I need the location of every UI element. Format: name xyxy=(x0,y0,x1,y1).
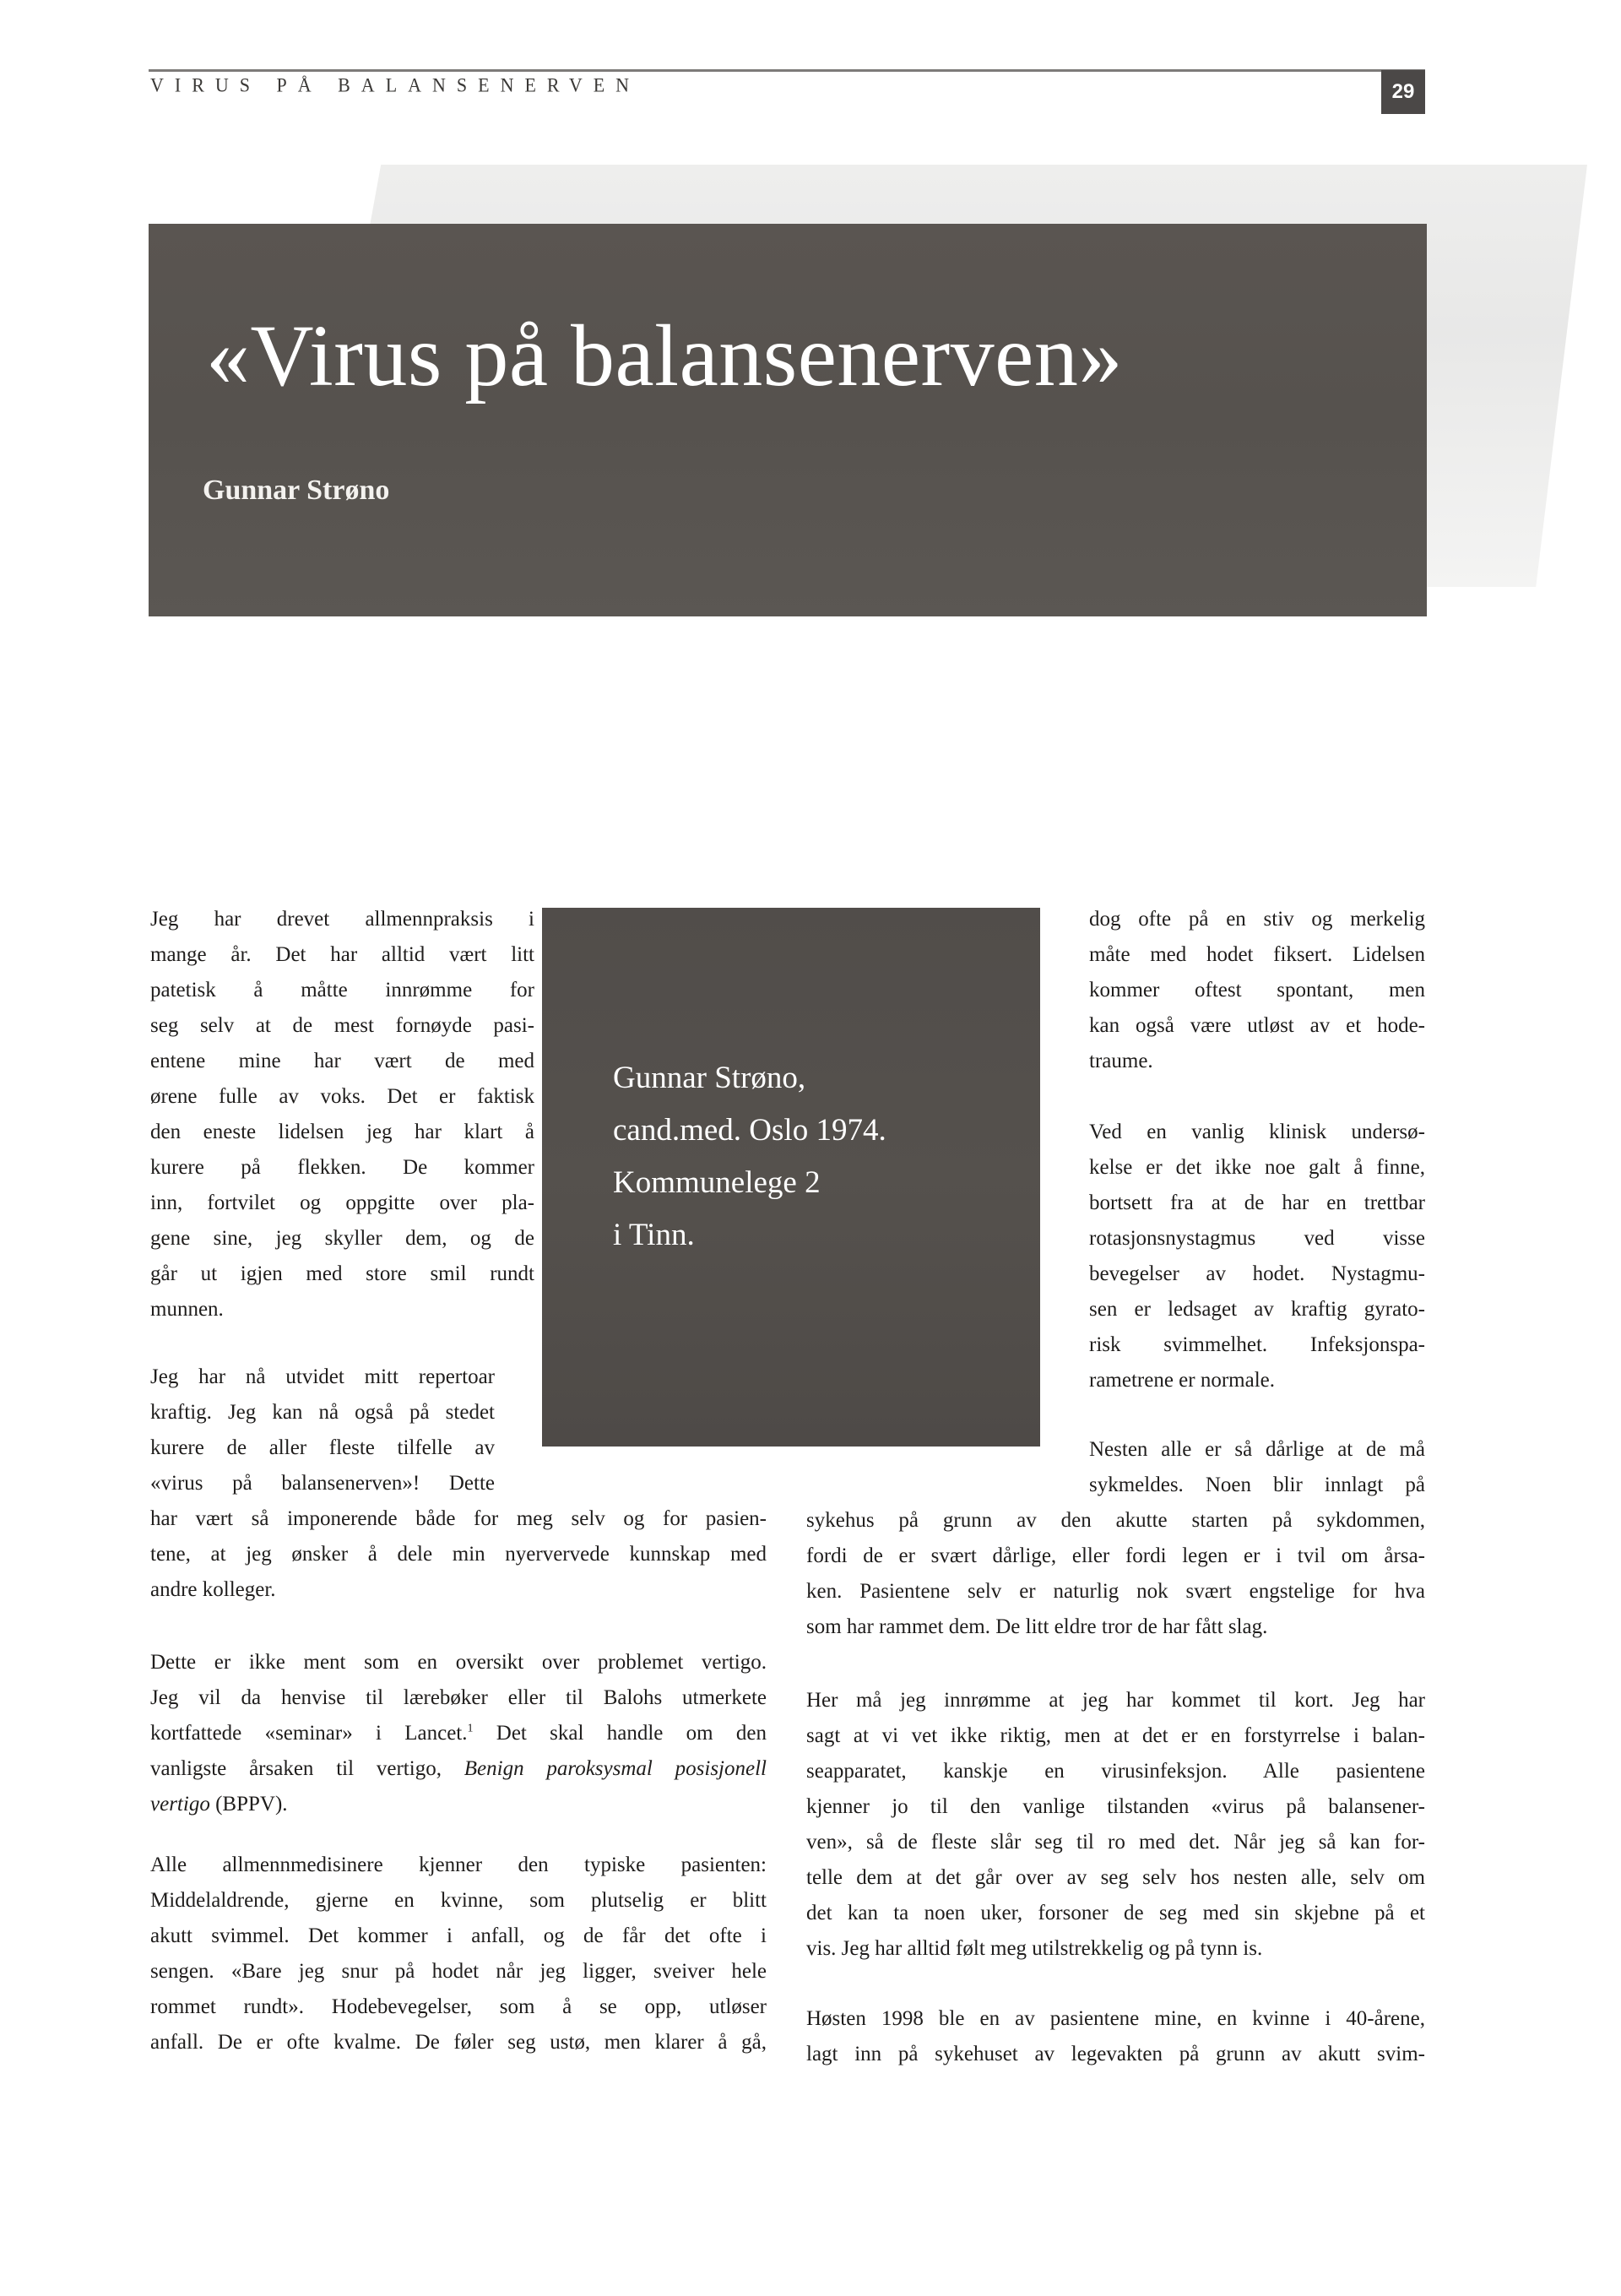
author-bio-text xyxy=(613,1052,886,1262)
bio-line: Gunnar Strøno, xyxy=(613,1061,806,1095)
paragraph-case-1998: Høsten 1998 ble en av pasientene mine, en kvinne i 40-årene, lagt inn på sykehuset av legevakten på grunn av akutt svim- xyxy=(806,2007,1425,2065)
paragraph-repertoire-narrow: Jeg har nå utvidet mitt repertoar kraftig. Jeg kan nå også på stedet kurere de aller fleste tilfelle av «virus på balansenerven»! Dette xyxy=(150,1365,495,1495)
bio-line: Kommunelege 2 xyxy=(613,1165,821,1200)
bio-line: cand.med. Oslo 1974. xyxy=(613,1113,886,1148)
title-banner xyxy=(149,224,1427,616)
paragraph-intro: Jeg har drevet allmennpraksis i mange år. Det har alltid vært litt patetisk å måtte innrømme for seg selv at de mest fornøyde pasi- entene mine har vært de med ørene fulle av voks. Det er faktisk den eneste lidelsen jeg har klart å kurere på flekken. De kommer inn, fortvilet og oppgitte over pla- gene sine, jeg skyller dem, og de går ut igjen med store smil rundt munnen. xyxy=(150,908,534,1321)
paragraph-repertoire-wide: har vært så imponerende både for meg selv og for pasien- tene, at jeg ønsker å dele min nyervervede kunnskap med andre kolleger. xyxy=(150,1507,767,1601)
paragraph-sick-leave-wide: sykehus på grunn av den akutte starten på sykdommen, fordi de er svært dårlige, eller fordi legen er i tvil om årsa- ken. Pasientene selv er naturlig nok svært engstelige for hva som har rammet dem. De litt eldre tror de har fått slag. xyxy=(806,1509,1425,1638)
paragraph-admission: Her må jeg innrømme at jeg har kommet til kort. Jeg har sagt at vi vet ikke riktig, men at det er en forstyrrelse i balan- seapparatet, kanskje en virusinfeksjon. Alle pasientene kjenner jo til den vanlige tilstanden «virus på balansener- ven», så de fleste slår seg til ro med det. Når jeg så kan for- telle dem at det går over av seg selv hos nesten alle, selv om det kan ta noen uker, forsoner de seg med sin skjebne på et vis. Jeg har alltid følt meg utilstrekkelig og på tynn is. xyxy=(806,1689,1425,1960)
running-head-title: VIRUS PÅ BALANSENERVEN xyxy=(150,73,641,96)
paragraph-examination: Ved en vanlig klinisk undersø- kelse er det ikke noe galt å finne, bortsett fra at de har en trettbar rotasjonsnystagmus ved visse bevegelser av hodet. Nystagmu- sen er ledsaget av kraftig gyrato- risk svimmelhet. Infeksjonspa- rametrene er normale. xyxy=(1089,1121,1425,1392)
page-number: 29 xyxy=(1381,70,1425,114)
paragraph-sick-leave-narrow: Nesten alle er så dårlige at de må sykmeldes. Noen blir innlagt på xyxy=(1089,1438,1425,1496)
running-head-rule xyxy=(149,69,1425,72)
footnote-reference[interactable]: 1 xyxy=(467,1722,474,1735)
paragraph-symptoms: dog ofte på en stiv og merkelig måte med hodet fiksert. Lidelsen kommer oftest spontant, men kan også være utløst av et hode- traume. xyxy=(1089,908,1425,1072)
paragraph-scope: Dette er ikke ment som en oversikt over problemet vertigo. Jeg vil da henvise til lærebøker eller til Balohs utmerkete kortfattede «seminar» i Lancet.$^1$ Det skal handle om den vanligste årsaken til vertigo, Benign paroksysmal posisjonell vertigo (BPPV). xyxy=(150,1651,767,1816)
paragraph-typical-patient: Alle allmennmedisinere kjenner den typiske pasienten: Middelaldrende, gjerne en kvinne, som plutselig er blitt akutt svimmel. Det kommer i anfall, og de får det ofte i sengen. «Bare jeg snur på hodet når jeg ligger, sveiver hele rommet rundt». Hodebevegelser, som å se opp, utløser anfall. De er ofte kvalme. De føler seg ustø, men klarer å gå, xyxy=(150,1854,767,2054)
article-author: Gunnar Strøno xyxy=(203,475,390,506)
article-title: «Virus på balansenerven» xyxy=(206,307,1123,404)
bio-line: i Tinn. xyxy=(613,1218,695,1252)
